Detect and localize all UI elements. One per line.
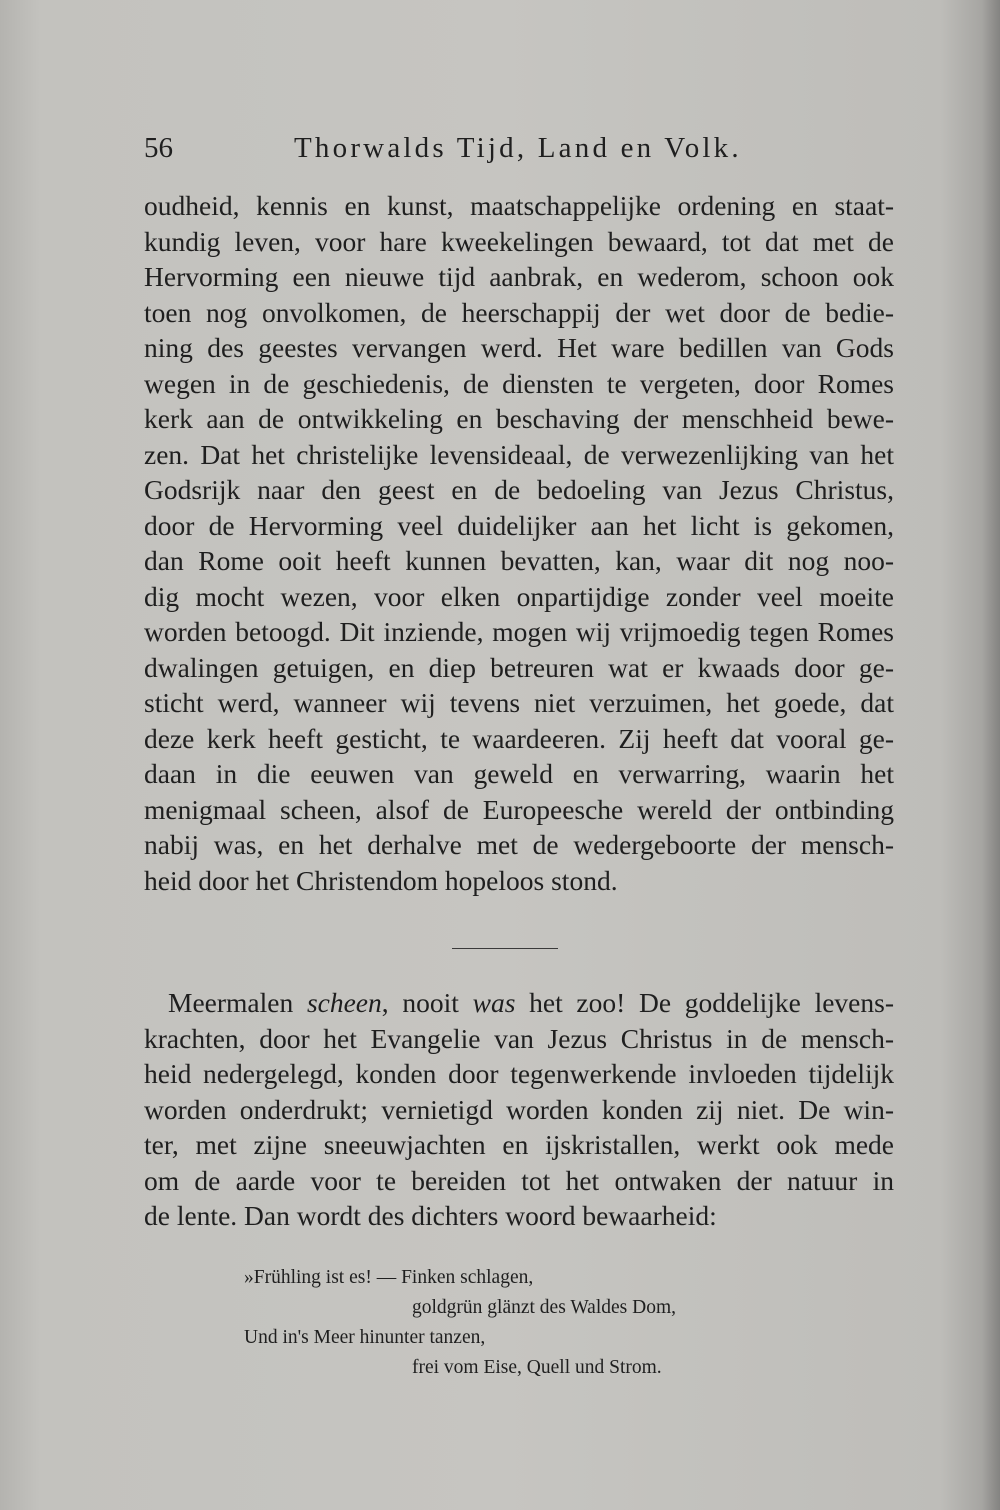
- text-line: ter, met zijne sneeuwjachten en ijskristallen, werkt ook mede: [144, 1129, 894, 1160]
- text-line: dwalingen getuigen, en diep betreuren wat er kwaads door ge-: [144, 651, 894, 683]
- text-line: daan in die eeuwen van geweld en verwarring, waarin het: [144, 758, 894, 789]
- text-line-first: [144, 985, 894, 1021]
- text-fragment: het zoo! De goddelijke levens-: [515, 987, 894, 1018]
- text-line: kundig leven, voor hare kweekelingen bewaard, tot dat met de: [144, 225, 894, 257]
- text-line: zen. Dat het christelijke levensideaal, de verwezenlijking van het: [144, 438, 894, 470]
- text-fragment: Meermalen: [168, 987, 307, 1018]
- text-line: deze kerk heeft gesticht, te waardeeren. Zij heeft dat vooral ge-: [144, 722, 894, 754]
- text-line: kerk aan de ontwikkeling en beschaving der menschheid bewe-: [144, 403, 894, 434]
- paragraph-1: [144, 188, 894, 898]
- text-line: menigmaal scheen, alsof de Europeesche wereld der ontbinding: [144, 793, 894, 825]
- poem-quotation: [144, 1263, 894, 1383]
- poem-line: Und in's Meer hinunter tanzen,: [244, 1327, 486, 1348]
- text-line: dig mocht wezen, voor elken onpartijdige zonder veel moeite: [144, 580, 894, 612]
- poem-line: goldgrün glänzt des Waldes Dom,: [412, 1297, 676, 1318]
- text-line: oudheid, kennis en kunst, maatschappelijke ordening en staat-: [144, 190, 894, 221]
- text-line: toen nog onvolkomen, de heerschappij der wet door de bedie-: [144, 296, 894, 328]
- text-line: heid nedergelegd, konden door tegenwerkende invloeden tijdelijk: [144, 1058, 894, 1089]
- text-line: krachten, door het Evangelie van Jezus Christus in de mensch-: [144, 1022, 894, 1054]
- running-header: [144, 132, 894, 172]
- text-line: wegen in de geschiedenis, de diensten te vergeten, door Romes: [144, 367, 894, 399]
- poem-line: »Frühling ist es! — Finken schlagen,: [244, 1267, 534, 1288]
- page-number: 56: [144, 132, 173, 164]
- text-line: worden onderdrukt; vernietigd worden konden zij niet. De win-: [144, 1093, 894, 1125]
- text-line: door de Hervorming veel duidelijker aan het licht is gekomen,: [144, 509, 894, 541]
- section-separator-rule: [452, 948, 558, 949]
- text-line: worden betoogd. Dit inziende, mogen wij vrijmoedig tegen Romes: [144, 616, 894, 647]
- text-fragment: , nooit: [381, 987, 473, 1018]
- text-line: Godsrijk naar den geest en de bedoeling van Jezus Christus,: [144, 474, 894, 505]
- emphasis-scheen: scheen: [306, 987, 382, 1018]
- text-line: nabij was, en het derhalve met de wedergeboorte der mensch-: [144, 829, 894, 860]
- running-title: Thorwalds Tijd, Land en Volk.: [294, 132, 742, 164]
- text-line: dan Rome ooit heeft kunnen bevatten, kan, waar dit nog noo-: [144, 545, 894, 576]
- paragraph-2: [144, 985, 894, 1234]
- text-line: de lente. Dan wordt des dichters woord bewaarheid:: [144, 1200, 717, 1231]
- text-line: om de aarde voor te bereiden tot het ontwaken der natuur in: [144, 1164, 894, 1196]
- text-line: Hervorming een nieuwe tijd aanbrak, en wederom, schoon ook: [144, 261, 894, 292]
- page-edge-shadow: [982, 0, 1000, 1510]
- text-line: heid door het Christendom hopeloos stond.: [144, 864, 618, 896]
- text-line: sticht werd, wanneer wij tevens niet verzuimen, het goede, dat: [144, 687, 894, 718]
- poem-line: frei vom Eise, Quell und Strom.: [412, 1357, 662, 1378]
- emphasis-was: was: [472, 987, 516, 1018]
- text-line: ning des geestes vervangen werd. Het ware bedillen van Gods: [144, 332, 894, 363]
